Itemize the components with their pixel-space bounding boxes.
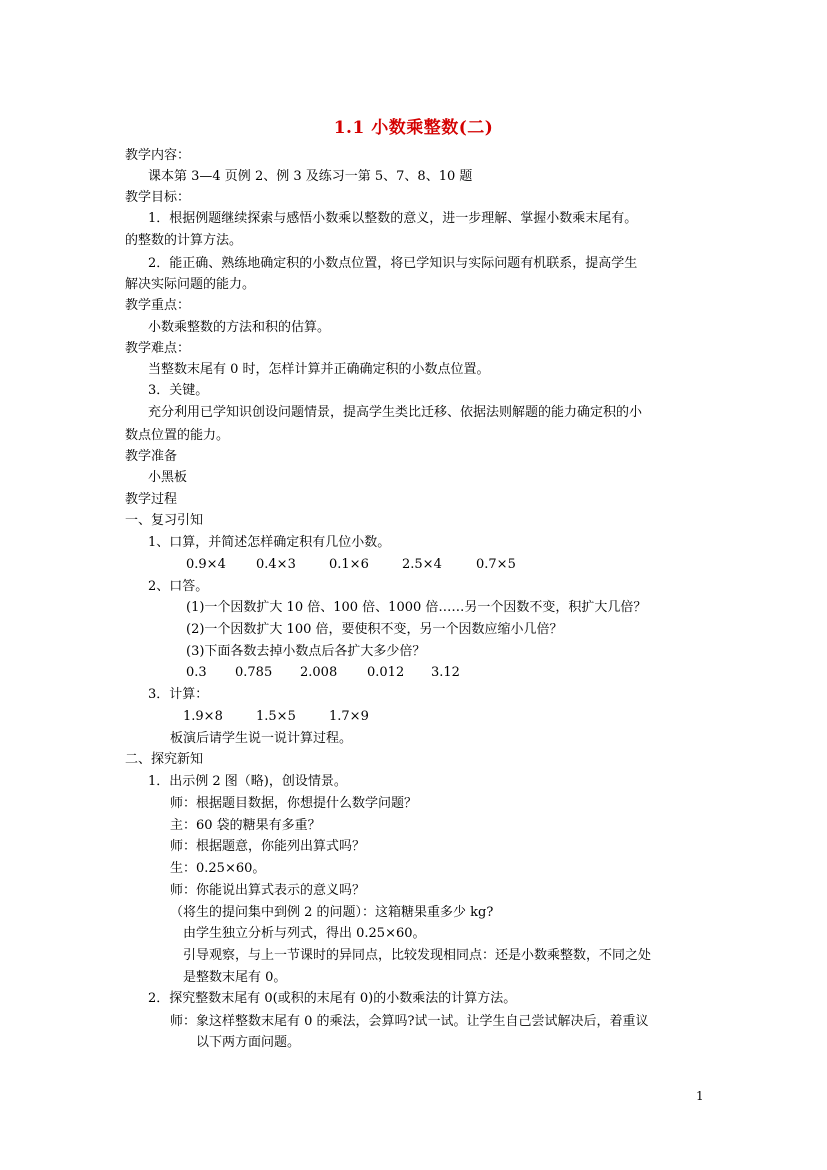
- calc-item: 1.9×8: [183, 709, 223, 724]
- text-line: 数点位置的能力。: [125, 428, 230, 443]
- decimals-row: [0, 665, 827, 681]
- text-line: (3)下面各数去掉小数点后各扩大多少倍？: [186, 644, 426, 659]
- text-line: （将生的提问集中到例 2 的问题）：这箱糖果重多少 kg?: [170, 905, 494, 920]
- oral-calc-item: 2.5×4: [402, 557, 442, 572]
- text-line: 教学重点：: [125, 298, 191, 313]
- text-line: 1．根据例题继续探索与感悟小数乘以整数的意义，进一步理解、掌握小数乘末尾有。: [148, 211, 638, 226]
- text-line: 师：根据题意，你能列出算式吗？: [170, 839, 366, 854]
- text-line: 3．计算：: [148, 687, 209, 702]
- oral-calc-row: [0, 557, 827, 573]
- text-line: 小黑板: [148, 470, 188, 485]
- text-line: 以下两方面问题。: [196, 1035, 301, 1050]
- text-line: 2、口答。: [148, 579, 209, 594]
- text-line: 1．出示例 2 图（略)，创设情景。: [148, 774, 347, 789]
- calc-item: 1.5×5: [256, 709, 296, 724]
- decimal-item: 3.12: [431, 665, 460, 680]
- text-line: 主：60 袋的糖果有多重？: [170, 818, 321, 833]
- calc-item: 1.7×9: [329, 709, 369, 724]
- text-line: 教学内容：: [125, 148, 191, 163]
- decimal-item: 2.008: [300, 665, 338, 680]
- text-line: 教学准备: [125, 449, 178, 464]
- oral-calc-item: 0.9×4: [186, 557, 226, 572]
- decimal-item: 0.012: [367, 665, 405, 680]
- text-line: 是整数末尾有 0。: [183, 970, 287, 985]
- text-line: 2．能正确、熟练地确定积的小数点位置，将已学知识与实际问题有机联系，提高学生: [148, 256, 638, 271]
- text-line: 二、探究新知: [125, 752, 204, 767]
- oral-calc-item: 0.4×3: [256, 557, 296, 572]
- text-line: 师：象这样整数末尾有 0 的乘法，会算吗?试一试。让学生自己尝试解决后，着重议: [170, 1014, 649, 1029]
- page-number: 1: [696, 1089, 704, 1103]
- text-line: 充分利用已学知识创设问题情景，提高学生类比迁移、依据法则解题的能力确定积的小: [148, 405, 643, 420]
- text-line: 解决实际问题的能力。: [125, 277, 256, 292]
- text-line: 课本第 3—4 页例 2、例 3 及练习一第 5、7、8、10 题: [148, 169, 473, 184]
- text-line: 教学目标：: [125, 190, 191, 205]
- text-line: 师：根据题目数据，你想提什么数学问题？: [170, 796, 418, 811]
- oral-calc-item: 0.1×6: [329, 557, 369, 572]
- text-line: 引导观察，与上一节课时的异同点，比较发现相同点：还是小数乘整数，不同之处: [183, 948, 652, 963]
- text-line: 教学过程: [125, 492, 178, 507]
- text-line: 师：你能说出算式表示的意义吗？: [170, 883, 366, 898]
- text-line: 3．关键。: [148, 383, 209, 398]
- text-line: 教学难点：: [125, 341, 191, 356]
- decimal-item: 0.3: [186, 665, 207, 680]
- text-line: 小数乘整数的方法和积的估算。: [148, 320, 331, 335]
- text-line: 2．探究整数末尾有 0(或积的末尾有 0)的小数乘法的计算方法。: [148, 991, 517, 1006]
- oral-calc-item: 0.7×5: [476, 557, 516, 572]
- text-line: 生：0.25×60。: [170, 861, 266, 876]
- text-line: 由学生独立分析与列式，得出 0.25×60。: [183, 926, 426, 941]
- text-line: 当整数末尾有 0 时，怎样计算并正确确定积的小数点位置。: [148, 362, 490, 377]
- calc-row: [0, 709, 827, 725]
- text-line: 的整数的计算方法。: [125, 233, 243, 248]
- text-line: 一、复习引知: [125, 513, 204, 528]
- text-line: (1)一个因数扩大 10 倍、100 倍、1000 倍……另一个因数不变，积扩大几倍？: [186, 600, 647, 615]
- decimal-item: 0.785: [235, 665, 273, 680]
- text-line: (2)一个因数扩大 100 倍，要使积不变，另一个因数应缩小几倍？: [186, 622, 563, 637]
- text-line: 板演后请学生说一说计算过程。: [170, 731, 353, 746]
- text-line: 1、口算，并简述怎样确定积有几位小数。: [148, 535, 391, 550]
- page-title: 1.1 小数乘整数(二): [333, 118, 494, 138]
